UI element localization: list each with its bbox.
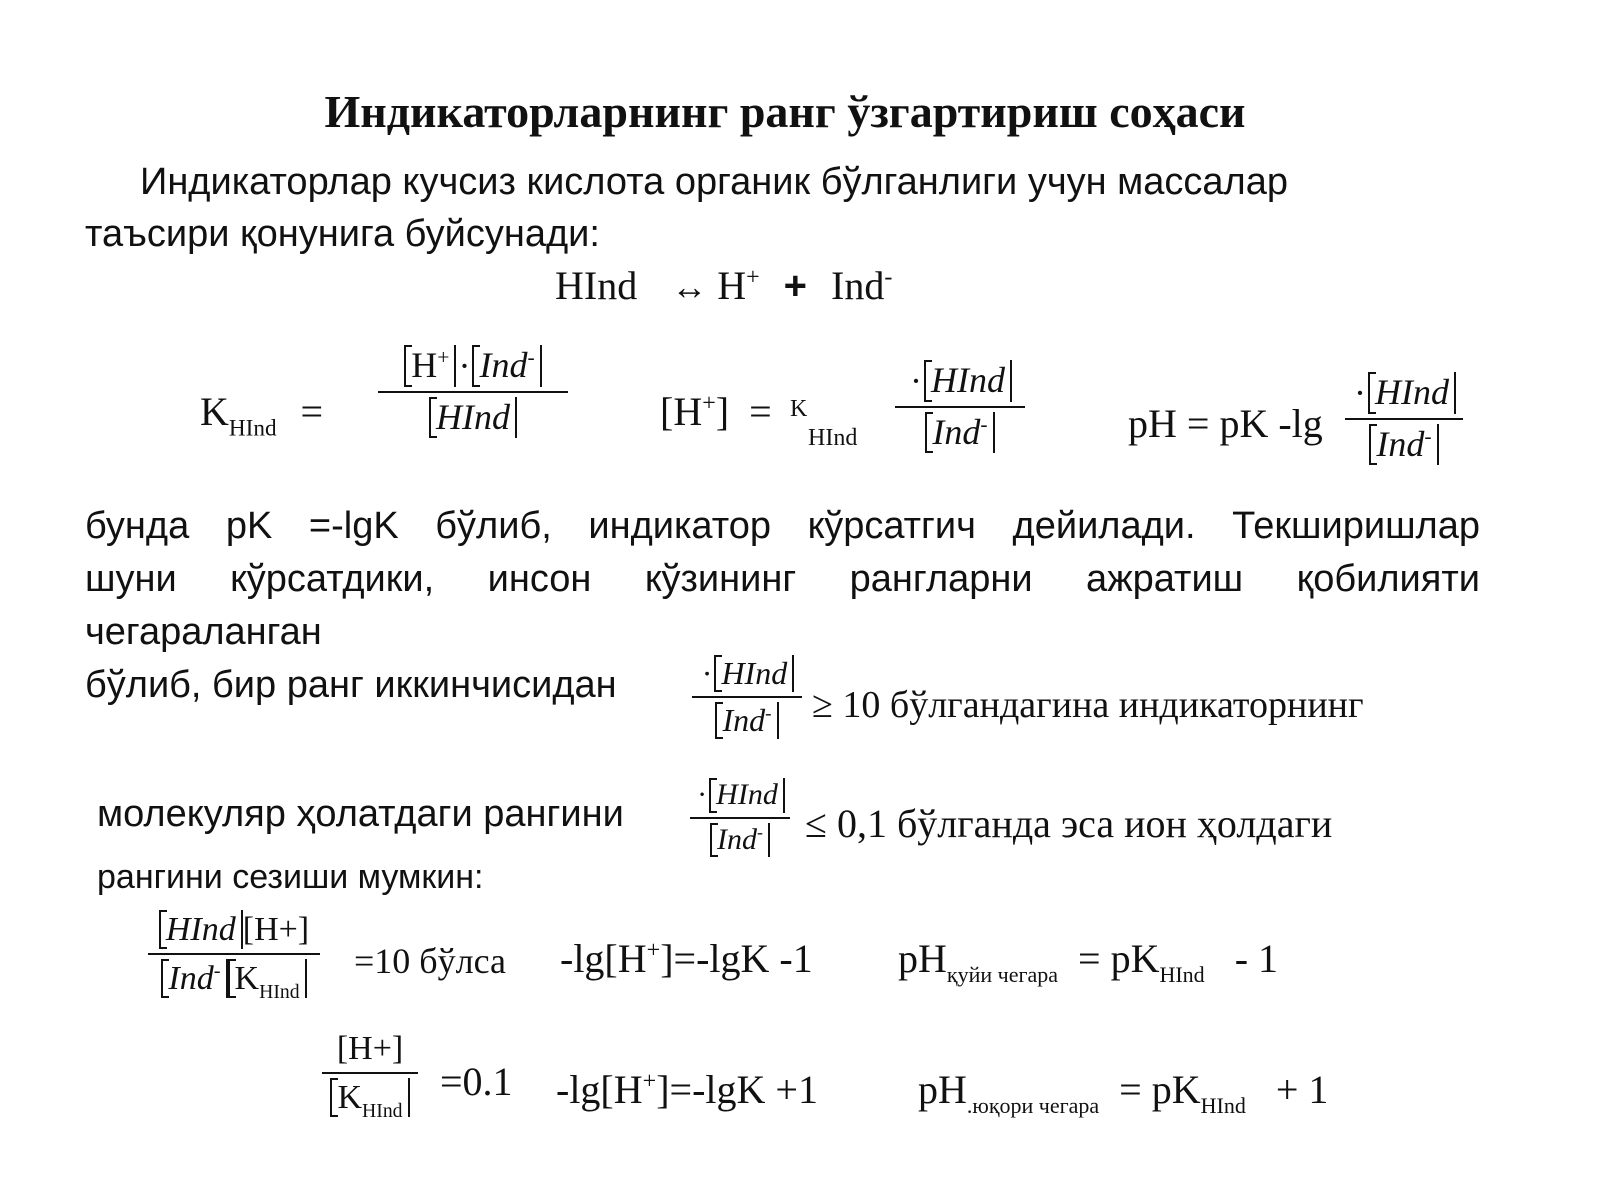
reaction-ind-charge: - (884, 264, 893, 291)
ratio-le-num-bracket (709, 778, 785, 813)
para2-line-2: шуни кўрсатдики, инсон кўзининг рангларни ажратиш қобилияти (85, 558, 1480, 600)
reaction-h-charge: + (746, 264, 760, 291)
eq1-fraction-bar (378, 391, 568, 393)
para2-line-3: чегараланган (85, 611, 322, 653)
cond1-numerator (159, 910, 309, 949)
cond2-num: [H+] (336, 1030, 404, 1067)
eq3-num-bracket (1368, 372, 1456, 413)
cond2-denominator (330, 1078, 409, 1122)
ratio-le-den-sup: - (757, 821, 763, 842)
cond2-den-sub: HInd (362, 1099, 403, 1122)
cond1-ph (898, 935, 1279, 987)
eq1-den-bracket (429, 397, 517, 438)
cond2-den: K (337, 1079, 363, 1116)
intro-line-1: Индикаторлар кучсиз кислота органик бўлганлиги учун массалар (140, 161, 1288, 203)
ratio-ge-num: HInd (721, 655, 788, 692)
eq1-k-sub: HInd (228, 415, 277, 442)
ratio-le-bar (690, 817, 790, 819)
cond2-ph (918, 1066, 1329, 1118)
eq1-num-h: H (411, 345, 438, 386)
eq2-lhs (660, 388, 772, 435)
para3-line-1: молекуляр ҳолатдаги рангини (97, 793, 624, 835)
eq2-num: HInd (931, 360, 1005, 401)
eq2-k-letter: K (790, 396, 808, 422)
eq2-lhs-sup: + (702, 390, 716, 417)
cond1-den-b: K (234, 960, 260, 998)
cond1-den-a-sup: - (213, 959, 221, 982)
page-title: Индикаторларнинг ранг ўзгартириш соҳаси (324, 86, 1246, 137)
cond2-tail: + 1 (1275, 1067, 1329, 1112)
cond2-rhs: = pK (1119, 1067, 1201, 1112)
eq1-fraction (378, 345, 568, 438)
reaction-equation (555, 262, 892, 309)
eq2-equals: = (749, 389, 772, 434)
equilibrium-arrow: ↔ (671, 267, 708, 307)
ratio-le-numerator: · HInd (695, 778, 785, 813)
ratio-ge-numerator: · HInd (700, 655, 794, 692)
eq1-num-bracket-h (404, 345, 456, 386)
cond1-fraction (148, 910, 320, 1003)
eq2-denominator (925, 412, 994, 453)
para2-line-1: бунда pK =-lgK бўлиб, индикатор кўрсатгич дейилади. Текширишлар (85, 505, 1480, 547)
ratio-ge-text: ≥ 10 бўлгандагина индикаторнинг (812, 684, 1364, 726)
eq1-num-ind: Ind (479, 345, 528, 386)
ratio-ge-bar (692, 696, 802, 698)
cond2-bar (322, 1072, 418, 1074)
cond1-ph-label: pH (898, 936, 947, 981)
eq1-denominator (429, 397, 517, 438)
ratio-le-den-bracket (710, 823, 770, 858)
cond1-num-b: [H+] (242, 910, 310, 948)
cond1-log-a: -lg[H (560, 936, 647, 981)
eq2-den-bracket (925, 412, 994, 453)
eq1-numerator: H+ · Ind- (404, 345, 541, 387)
ratio-fraction-ge (692, 655, 802, 739)
cond1-log-sup: + (646, 937, 661, 964)
reaction-ind: Ind (831, 263, 885, 308)
eq1-k: K (200, 389, 229, 434)
eq3-fraction-bar (1345, 418, 1463, 420)
cond2-numerator (337, 1030, 403, 1068)
reaction-reactant: HInd (555, 263, 638, 308)
eq2-lhs-close: ] (715, 389, 730, 434)
eq1-num-bracket-ind (472, 345, 541, 386)
eq1-num-h-sup: + (437, 345, 450, 370)
ratio-fraction-le (690, 778, 790, 857)
eq3-den-bracket (1369, 424, 1438, 465)
cond1-ph-sub: қуйи чегара (946, 961, 1059, 987)
cond2-ph-sub: .юқори чегара (966, 1092, 1100, 1118)
cond1-den-b-bracket (228, 959, 307, 1003)
eq1-lhs (200, 388, 324, 442)
cond1-num-bracket (159, 910, 243, 949)
cond1-den-b-sub: HInd (259, 980, 300, 1003)
para2-line-4: бўлиб, бир ранг иккинчисидан (85, 664, 617, 706)
eq1-num-ind-sup: - (527, 345, 535, 370)
ratio-le-den: Ind (717, 822, 757, 856)
eq3-num: HInd (1375, 372, 1449, 413)
para3-line-2: рангини сезиши мумкин: (97, 858, 484, 896)
cond1-den-a: Ind (168, 960, 214, 998)
eq3-lhs: pH = pK -lg (1128, 401, 1323, 446)
eq2-numerator: · HInd (908, 360, 1012, 402)
cond1-rhs-sub: HInd (1159, 961, 1205, 987)
eq2-k-sub: HInd (808, 425, 858, 451)
ratio-le-num: HInd (716, 778, 778, 811)
intro-line-2: таъсири қонунига буйсунади: (85, 213, 600, 255)
cond1-log-rest: ]=-lgK -1 (660, 936, 813, 981)
cond1-denominator (161, 959, 306, 1003)
eq3-numerator: · HInd (1352, 372, 1456, 414)
eq1-den: HInd (436, 397, 510, 437)
cond2-rhs-sub: HInd (1200, 1092, 1246, 1118)
cond2-fraction (322, 1030, 418, 1122)
cond2-den-bracket (330, 1078, 409, 1122)
ratio-ge-num-bracket (714, 655, 794, 692)
reaction-h: H (717, 263, 747, 308)
cond2-eq: =0.1 (440, 1059, 513, 1104)
cond1-num-a: HInd (165, 911, 236, 948)
eq2-den: Ind (932, 412, 981, 452)
eq2-k (790, 396, 807, 423)
eq2-fraction (895, 360, 1025, 453)
cond2-log-rest: ]=-lgK +1 (656, 1067, 818, 1112)
reaction-plus: + (783, 264, 808, 308)
cond2-log-sup: + (642, 1068, 657, 1095)
cond1-bar (148, 953, 320, 955)
cond1-rhs: = pK (1078, 936, 1160, 981)
ratio-ge-den-sup: - (765, 703, 772, 725)
eq2-lhs-h: [H (660, 389, 703, 434)
eq1-equals: = (300, 389, 324, 434)
eq3-denominator (1369, 424, 1438, 465)
ratio-le-denominator (710, 823, 770, 858)
eq2-fraction-bar (895, 406, 1025, 408)
eq2-den-sup: - (980, 412, 988, 437)
cond1-log (560, 935, 813, 982)
cond1-tail: - 1 (1234, 936, 1279, 981)
cond2-ph-label: pH (918, 1067, 967, 1112)
eq3-den: Ind (1376, 424, 1425, 464)
cond1-den-a-bracket (161, 959, 227, 998)
cond1-eq: =10 бўлса (354, 941, 506, 981)
ratio-le-text: ≤ 0,1 бўлганда эса ион ҳолдаги (805, 801, 1333, 846)
cond2-log-a: -lg[H (556, 1067, 643, 1112)
eq3-fraction (1345, 372, 1463, 465)
ratio-ge-den: Ind (722, 702, 766, 738)
eq3-den-sup: - (1424, 424, 1432, 449)
cond2-log (556, 1066, 818, 1113)
ratio-ge-denominator (715, 702, 778, 739)
ratio-ge-den-bracket (715, 702, 778, 739)
eq2-num-bracket (924, 360, 1012, 401)
